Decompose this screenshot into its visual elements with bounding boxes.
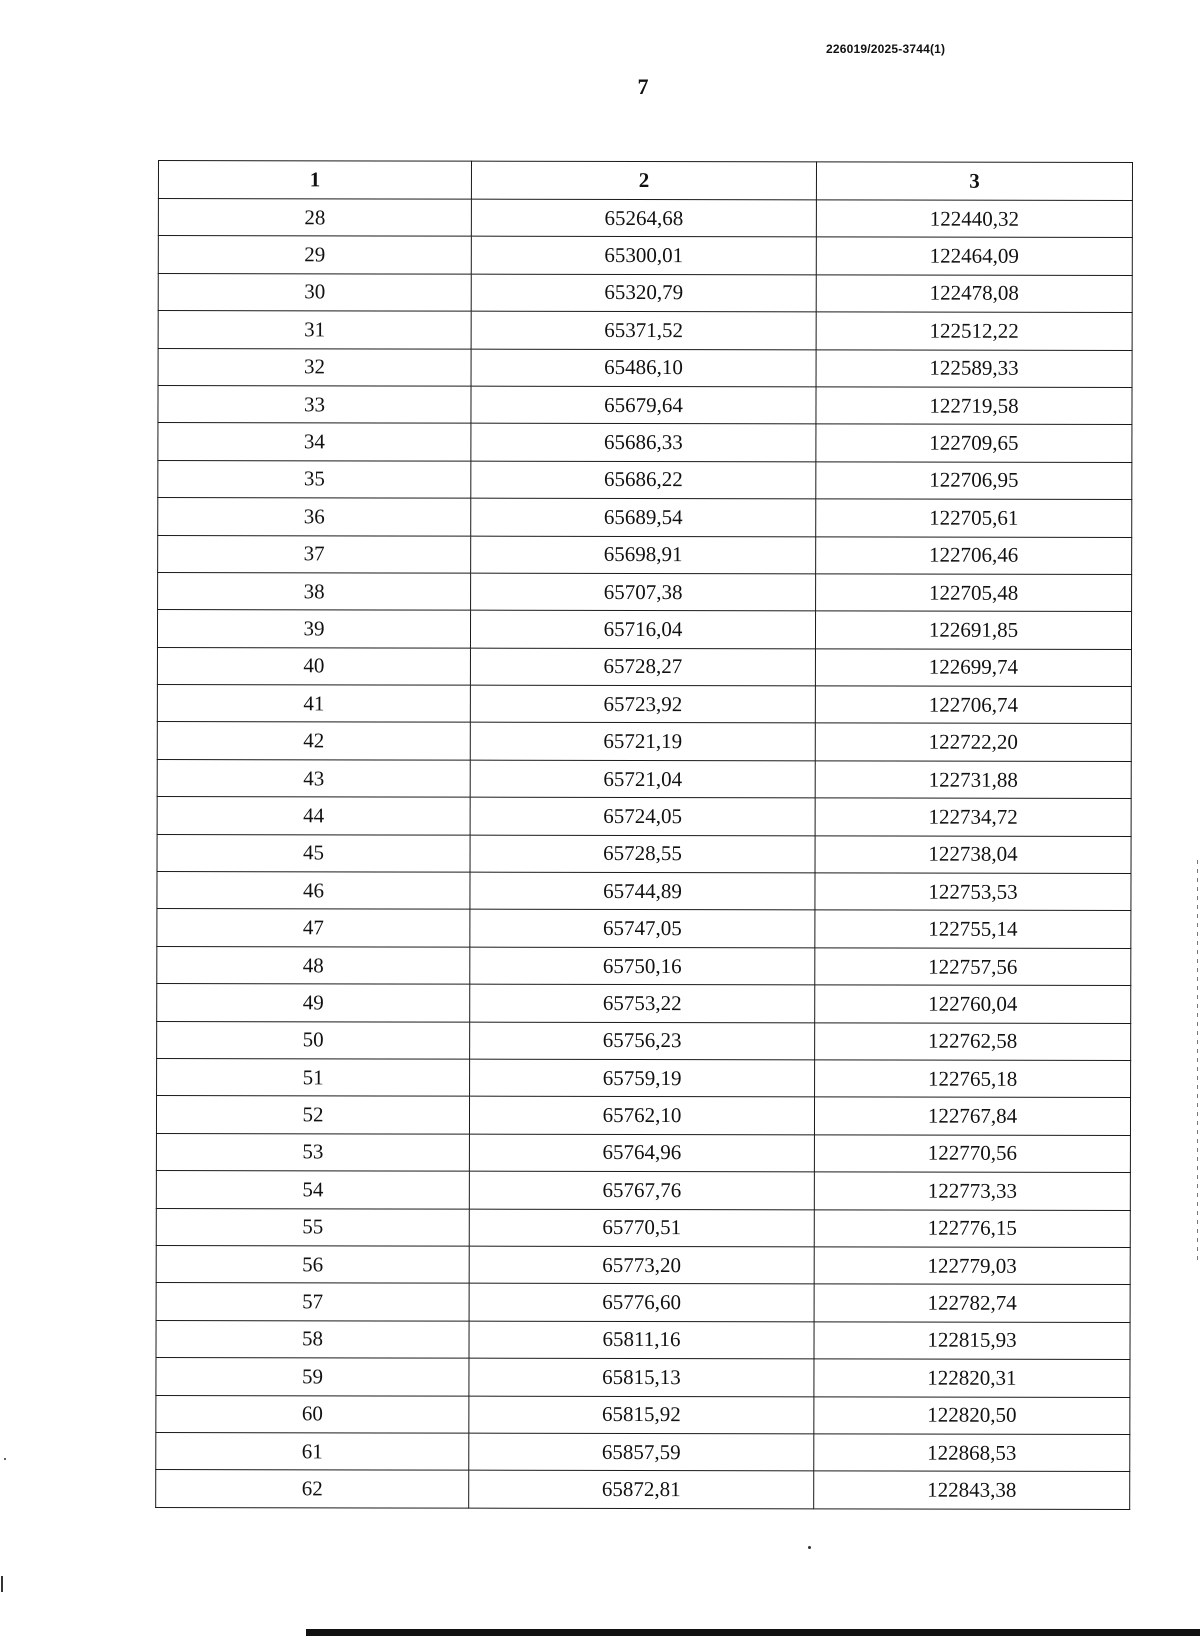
table-row	[156, 1432, 1130, 1471]
table-cell-col-1: 36	[158, 498, 471, 536]
table-cell-col-2: 65728,55	[470, 835, 815, 873]
table-row	[157, 1021, 1131, 1060]
table-cell-col-3: 122868,53	[814, 1434, 1130, 1472]
table-cell-col-2: 65770,51	[469, 1209, 814, 1247]
table-cell-col-1: 45	[157, 834, 470, 872]
table-cell-col-2: 65815,13	[469, 1358, 814, 1396]
table-row	[158, 311, 1132, 350]
table-cell-col-2: 65300,01	[471, 237, 816, 275]
table-cell-col-2: 65776,60	[469, 1283, 814, 1321]
table-cell-col-3: 122706,95	[816, 462, 1132, 500]
table-row	[158, 572, 1132, 611]
table-cell-col-2: 65857,59	[469, 1433, 814, 1471]
table-cell-col-1: 37	[158, 535, 471, 573]
table-cell-col-2: 65764,96	[469, 1134, 814, 1172]
table-row	[157, 909, 1131, 948]
table-cell-col-1: 33	[158, 385, 471, 423]
table-row	[156, 1320, 1130, 1359]
table-body	[156, 199, 1133, 1510]
table-cell-col-3: 122706,74	[815, 686, 1131, 724]
table-row	[157, 834, 1131, 873]
table-cell-col-3: 122776,15	[814, 1209, 1130, 1247]
table-cell-col-1: 48	[157, 946, 470, 984]
table-cell-col-3: 122762,58	[815, 1022, 1131, 1060]
table-row	[156, 1208, 1130, 1247]
table-row	[157, 946, 1131, 985]
table-row	[157, 685, 1131, 724]
table-cell-col-1: 60	[156, 1395, 469, 1433]
table-row	[158, 273, 1132, 312]
table-cell-col-1: 55	[156, 1208, 469, 1246]
table-cell-col-1: 38	[158, 572, 471, 610]
table-cell-col-3: 122731,88	[815, 761, 1131, 799]
table-row	[158, 236, 1132, 275]
table-cell-col-1: 43	[157, 759, 470, 797]
table-cell-col-1: 39	[157, 610, 470, 648]
table-cell-col-1: 51	[157, 1058, 470, 1096]
table-row	[158, 423, 1132, 462]
table-row	[156, 1171, 1130, 1210]
table-cell-col-3: 122738,04	[815, 836, 1131, 874]
table-cell-col-3: 122765,18	[815, 1060, 1131, 1098]
table-cell-col-2: 65762,10	[469, 1097, 814, 1135]
table-cell-col-1: 41	[157, 685, 470, 723]
page-number: 7	[637, 74, 649, 99]
table-cell-col-2: 65721,04	[470, 760, 815, 798]
table-cell-col-1: 61	[156, 1432, 469, 1470]
table-cell-col-3: 122815,93	[814, 1322, 1130, 1360]
column-header-1: 1	[158, 161, 471, 200]
table-row	[157, 872, 1131, 911]
table-cell-col-1: 34	[158, 423, 471, 461]
table-cell-col-1: 42	[157, 722, 470, 760]
table-cell-col-3: 122820,50	[814, 1396, 1130, 1434]
table-cell-col-2: 65753,22	[470, 984, 815, 1022]
table-cell-col-2: 65707,38	[471, 573, 816, 611]
table-row	[158, 348, 1132, 387]
table-cell-col-3: 122589,33	[816, 349, 1132, 387]
table-header	[158, 161, 1132, 201]
table-cell-col-1: 35	[158, 460, 471, 498]
table-row	[157, 610, 1131, 649]
scan-speck	[4, 1458, 6, 1460]
table-cell-col-2: 65747,05	[470, 910, 815, 948]
table-cell-col-2: 65724,05	[470, 797, 815, 835]
table-cell-col-2: 65320,79	[471, 274, 816, 312]
table-cell-col-2: 65750,16	[470, 947, 815, 985]
table-cell-col-1: 56	[156, 1245, 469, 1283]
table-cell-col-3: 122843,38	[814, 1471, 1130, 1509]
table-cell-col-1: 28	[158, 199, 471, 237]
table-cell-col-1: 40	[157, 647, 470, 685]
table-row	[156, 1245, 1130, 1284]
table-header-row	[158, 161, 1132, 201]
table-cell-col-2: 65756,23	[470, 1022, 815, 1060]
table-row	[157, 984, 1131, 1023]
table-cell-col-1: 30	[158, 273, 471, 311]
table-cell-col-2: 65486,10	[471, 349, 816, 387]
table-row	[157, 759, 1131, 798]
table-cell-col-1: 46	[157, 872, 470, 910]
table-cell-col-2: 65686,33	[471, 423, 816, 461]
table-cell-col-3: 122691,85	[815, 611, 1131, 649]
table-cell-col-3: 122779,03	[814, 1247, 1130, 1285]
table-cell-col-3: 122767,84	[814, 1097, 1130, 1135]
table-cell-col-3: 122782,74	[814, 1284, 1130, 1322]
table-cell-col-2: 65759,19	[470, 1059, 815, 1097]
table-cell-col-3: 122699,74	[815, 649, 1131, 687]
table-cell-col-2: 65686,22	[471, 461, 816, 499]
scan-mark	[1, 1576, 3, 1592]
table-row	[158, 199, 1132, 238]
table-row	[158, 385, 1132, 424]
table-cell-col-3: 122706,46	[816, 536, 1132, 574]
table-cell-col-2: 65716,04	[470, 610, 815, 648]
table-cell-col-2: 65371,52	[471, 311, 816, 349]
table-cell-col-1: 59	[156, 1358, 469, 1396]
table-cell-col-2: 65264,68	[471, 199, 816, 237]
table-cell-col-2: 65811,16	[469, 1321, 814, 1359]
document-reference: 226019/2025-3744(1)	[826, 42, 946, 56]
table-cell-col-1: 52	[156, 1096, 469, 1134]
table-cell-col-3: 122478,08	[816, 275, 1132, 313]
table-cell-col-1: 47	[157, 909, 470, 947]
table-cell-col-1: 29	[158, 236, 471, 274]
table-cell-col-3: 122705,48	[816, 574, 1132, 612]
table-cell-col-1: 44	[157, 797, 470, 835]
table-cell-col-1: 54	[156, 1171, 469, 1209]
table-cell-col-2: 65767,76	[469, 1171, 814, 1209]
table-cell-col-2: 65773,20	[469, 1246, 814, 1284]
table-cell-col-2: 65679,64	[471, 386, 816, 424]
table-row	[156, 1358, 1130, 1397]
table-cell-col-3: 122773,33	[814, 1172, 1130, 1210]
table-row	[157, 722, 1131, 761]
table-row	[157, 1058, 1131, 1097]
table-cell-col-3: 122770,56	[814, 1135, 1130, 1173]
table-row	[156, 1395, 1130, 1434]
scan-edge-mark	[1197, 860, 1198, 1260]
table-cell-col-3: 122719,58	[816, 387, 1132, 425]
coordinates-table	[155, 160, 1133, 1510]
column-header-3: 3	[816, 162, 1132, 201]
table-cell-col-2: 65744,89	[470, 872, 815, 910]
table-row	[156, 1133, 1130, 1172]
table-cell-col-3: 122757,56	[815, 948, 1131, 986]
table-cell-col-3: 122709,65	[816, 424, 1132, 462]
table-cell-col-3: 122512,22	[816, 312, 1132, 350]
table-cell-col-3: 122760,04	[815, 985, 1131, 1023]
table-cell-col-1: 31	[158, 311, 471, 349]
table-cell-col-1: 49	[157, 984, 470, 1022]
table-cell-col-2: 65872,81	[469, 1470, 814, 1508]
table-cell-col-3: 122820,31	[814, 1359, 1130, 1397]
table-cell-col-1: 53	[156, 1133, 469, 1171]
table-cell-col-1: 50	[157, 1021, 470, 1059]
coordinates-table-container	[155, 160, 1132, 1510]
table-row	[158, 535, 1132, 574]
table-cell-col-3: 122753,53	[815, 873, 1131, 911]
table-row	[157, 647, 1131, 686]
table-cell-col-3: 122734,72	[815, 798, 1131, 836]
table-cell-col-3: 122705,61	[816, 499, 1132, 537]
table-cell-col-3: 122722,20	[815, 723, 1131, 761]
table-cell-col-1: 57	[156, 1283, 469, 1321]
table-cell-col-2: 65698,91	[471, 536, 816, 574]
column-header-2: 2	[471, 161, 816, 200]
table-cell-col-1: 62	[156, 1470, 469, 1508]
scan-speck	[808, 1546, 811, 1549]
table-cell-col-3: 122440,32	[816, 200, 1132, 238]
table-row	[157, 797, 1131, 836]
table-row	[156, 1470, 1130, 1509]
bottom-border-line	[306, 1629, 1200, 1636]
table-cell-col-3: 122464,09	[816, 237, 1132, 275]
table-row	[158, 460, 1132, 499]
table-row	[156, 1283, 1130, 1322]
table-cell-col-1: 32	[158, 348, 471, 386]
table-cell-col-2: 65723,92	[470, 685, 815, 723]
table-cell-col-2: 65689,54	[471, 498, 816, 536]
table-row	[156, 1096, 1130, 1135]
table-cell-col-2: 65721,19	[470, 723, 815, 761]
table-cell-col-2: 65728,27	[470, 648, 815, 686]
table-row	[158, 498, 1132, 537]
table-cell-col-2: 65815,92	[469, 1396, 814, 1434]
table-cell-col-1: 58	[156, 1320, 469, 1358]
table-cell-col-3: 122755,14	[815, 910, 1131, 948]
